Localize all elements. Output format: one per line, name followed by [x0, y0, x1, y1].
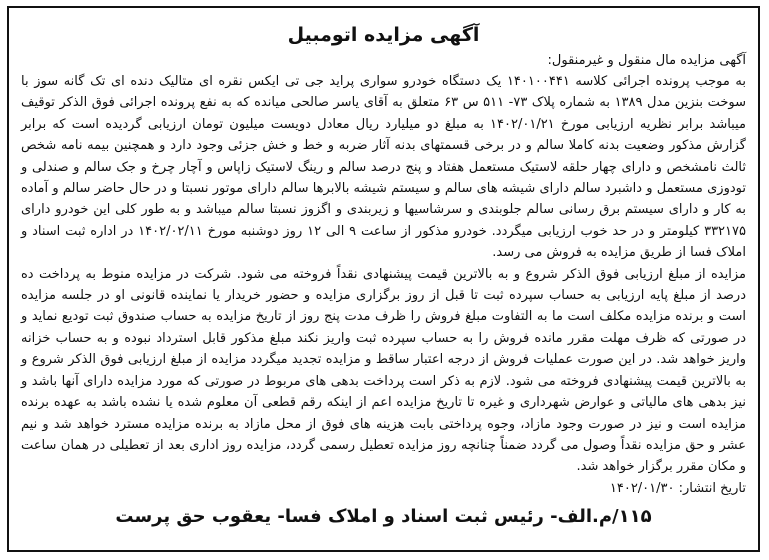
notice-paragraph-property: به موجب پرونده اجرائی کلاسه ۱۴۰۱۰۰۴۴۱ یک دستگاه خودرو سواری پراید جی تی ایکس نقره ای متالیک دنده ای تک گانه سوز با سوخت بنزین مدل ۱۳۸۹ به شماره پلاک ۷۳- ۵۱۱ س ۶۳ متعلق به آقای یاسر صالحی میانده که به نفع پرونده اجرائی فوق الذکر توقیف میباشد برابر نظریه ارزیابی مورخ ۱۴۰۲/۰۱/۲۱ به مبلغ دو میلیارد ریال معادل دویست میلیون تومان ارزیابی گردیده است که برابر گزارش مذکور وضعیت بدنه کاملا سالم و در برخی قسمتهای بدنه آثار ضربه و خط و خش جزئی وجود دارد و همچنین بیمه نامه شخص ثالث نامشخص و دارای چهار حلقه لاستیک مستعمل هفتاد و پنج درصد سالم و رینگ لاستیک زاپاس و آچار چرخ و جک سالم و صندلی و تودوزی مستعمل و داشبرد سالم دارای شیشه های سالم و سیستم شیشه بالابرها سالم دارای موتور نسبتا و در حال حاضر سالم و آماده به کار و دارای سیستم برق رسانی سالم جلوبندی و سرشاسیها و زیربندی و اگزوز نسبتا سالم میباشد و به طور کلی این خودرو دارای ۳۳۲۱۷۵ کیلومتر و در حد خوب ارزیابی میگردد. خودرو مذکور از ساعت ۹ الی ۱۲ روز دوشنبه مورخ ۱۴۰۲/۰۲/۱۱ در اداره ثبت اسناد و املاک فسا از طریق مزایده به فروش می رسد. — [21, 74, 747, 261]
publication-date: تاریخ انتشار: ۱۴۰۲/۰۱/۳۰ — [609, 480, 746, 496]
notice-title: آگهی مزایده اتومبیل — [287, 24, 480, 46]
notice-intro: آگهی مزایده مال منقول و غیرمنقول: — [547, 53, 746, 68]
notice-document — [9, 22, 758, 531]
notice-frame — [7, 6, 760, 552]
notice-paragraph-terms: مزایده از مبلغ ارزیابی فوق الذکر شروع و به بالاترین قیمت پیشنهادی نقداً فروخته می شود. شرکت در مزایده منوط به پرداخت ده درصد از مبلغ پایه ارزیابی به حساب سپرده ثبت تا قبل از روز برگزاری مزایده و حضور خریدار یا نماینده قانونی او در جلسه مزایده است و برنده مزایده مکلف است ما به التفاوت مبلغ فروش را ظرف مدت پنج روز از تاریخ مزایده به حساب صندوق ثبت تودیع نماید و در صورتی که ظرف مهلت مقرر مانده فروش را به حساب سپرده ثبت واریز نکند مبلغ مذکور قابل استرداد نبوده و به حساب خزانه واریز خواهد شد. در این صورت عملیات فروش از درجه اعتبار ساقط و مزایده تجدید میگردد مزایده از مبلغ ارزیابی فوق الذکر شروع و به بالاترین قیمت پیشنهادی فروخته می شود. لازم به ذکر است پرداخت بدهی های مربوط در صورتی که مورد مزایده دارای آنها باشد و نیز بدهی های مالیاتی و عوارض شهرداری و غیره تا تاریخ مزایده اعم از اینکه رقم قطعی آن معلوم شده یا نشده باشد به عهده برنده مزایده است و نیز در صورت وجود مازاد، وجوه پرداختی بابت هزینه های فوق از محل مازاد به برنده مزایده مسترد خواهد شد و نیم عشر و حق مزایده نقداً وصول می گردد ضمناً چنانچه روز مزایده تعطیل رسمی گردد، مزایده روز اداری بعد از تعطیلی در همان ساعت و مکان مقرر برگزار خواهد شد. — [21, 266, 746, 475]
notice-signature: ۱۱۵/م.الف- رئیس ثبت اسناد و املاک فسا- یعقوب حق پرست — [115, 505, 652, 527]
